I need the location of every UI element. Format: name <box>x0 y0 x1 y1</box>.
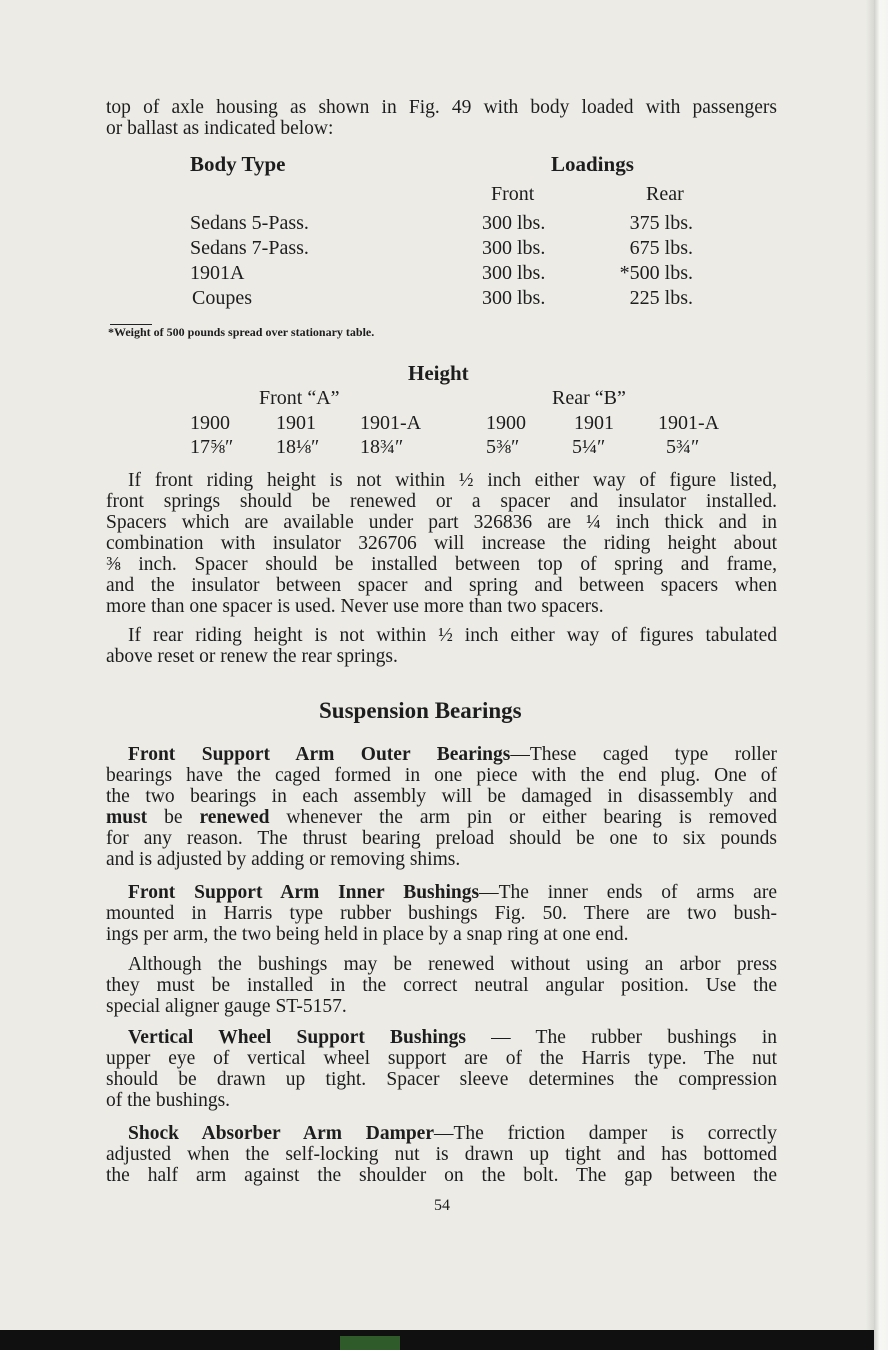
paragraph-line: should be drawn up tight. Spacer sleeve determines the compression <box>106 1069 777 1090</box>
paragraph-line: and the insulator between spacer and spring and between spacers when <box>106 575 777 596</box>
table-row-body: 1901A <box>190 262 245 284</box>
paragraph-line: combination with insulator 326706 will increase the riding height about <box>106 533 777 554</box>
paragraph-line: they must be installed in the correct neutral angular position. Use the <box>106 975 777 996</box>
paragraph-line: ⅜ inch. Spacer should be installed between top of spring and frame, <box>106 554 777 575</box>
front-outer-bearings-paragraph <box>106 744 777 870</box>
paragraph-line: bearings have the caged formed in one piece with the end plug. One of <box>106 765 777 786</box>
height-value: 5¾″ <box>666 436 700 458</box>
rear-b-header: Rear “B” <box>552 387 626 409</box>
book-spine-shadow <box>866 0 874 1350</box>
paragraph-line: mounted in Harris type rubber bushings Fig. 50. There are two bush- <box>106 903 777 924</box>
paragraph-line: — The rubber bushings in <box>465 1027 777 1048</box>
table-row-body: Sedans 7-Pass. <box>190 237 309 259</box>
paragraph-heading: Vertical Wheel Support Bushings <box>128 1027 466 1048</box>
front-inner-bushings-paragraph <box>106 882 777 945</box>
height-value: 18¾″ <box>360 436 404 458</box>
table-row-front: 300 lbs. <box>482 287 546 309</box>
paragraph-line: and is adjusted by adding or removing shims. <box>106 849 461 870</box>
front-riding-height-paragraph <box>106 470 777 617</box>
height-value: 18⅛″ <box>276 436 320 458</box>
shock-absorber-paragraph <box>106 1123 777 1186</box>
arbor-press-paragraph <box>106 954 777 1017</box>
table-row-rear: 225 lbs. <box>629 287 693 309</box>
table-row-front: 300 lbs. <box>482 212 546 234</box>
height-model: 1900 <box>486 412 526 434</box>
section-title: Suspension Bearings <box>319 698 522 723</box>
front-a-header: Front “A” <box>259 387 340 409</box>
paragraph-line: Although the bushings may be renewed without using an arbor press <box>128 954 777 975</box>
paragraph-word: be <box>147 807 200 828</box>
paragraph-heading: Shock Absorber Arm Damper <box>128 1123 434 1144</box>
paragraph-heading: Front Support Arm Inner Bushings <box>128 882 480 903</box>
footnote: *Weight of 500 pounds spread over stationary table. <box>108 325 375 339</box>
paragraph-line: ings per arm, the two being held in place by a snap ring at one end. <box>106 924 629 945</box>
vertical-wheel-support-paragraph <box>106 1027 777 1111</box>
table-row-rear: 375 lbs. <box>629 212 693 234</box>
loadings-header: Loadings <box>551 152 634 176</box>
rear-riding-height-paragraph <box>106 625 777 667</box>
paragraph-line: If rear riding height is not within ½ inch either way of figures tabulated <box>128 625 777 646</box>
table-row-body: Coupes <box>192 287 252 309</box>
paragraph-line: Spacers which are available under part 326836 are ¼ inch thick and in <box>106 512 777 533</box>
height-model: 1901 <box>276 412 316 434</box>
height-value: 5⅜″ <box>486 436 520 458</box>
scan-color-mark <box>340 1336 400 1350</box>
table-row-body: Sedans 5-Pass. <box>190 212 309 234</box>
paragraph-line: adjusted when the self-locking nut is drawn up tight and has bottomed <box>106 1144 777 1165</box>
paragraph-line: the half arm against the shoulder on the bolt. The gap between the <box>106 1165 777 1186</box>
rear-column-header: Rear <box>646 183 684 205</box>
paragraph-line: for any reason. The thrust bearing preload should be one to six pounds <box>106 828 777 849</box>
paragraph-heading: Front Support Arm Outer Bearings <box>128 744 511 765</box>
paragraph-line: If front riding height is not within ½ inch either way of figure listed, <box>128 470 777 491</box>
height-model: 1901 <box>574 412 614 434</box>
paragraph-line: whenever the arm pin or either bearing is removed <box>269 807 777 828</box>
paragraph-line: —The inner ends of arms are <box>479 882 777 903</box>
paragraph-line: front springs should be renewed or a spacer and insulator installed. <box>106 491 777 512</box>
intro-line: or ballast as indicated below: <box>106 118 334 139</box>
intro-line: top of axle housing as shown in Fig. 49 with body loaded with passengers <box>106 97 777 118</box>
paragraph-line: of the bushings. <box>106 1090 231 1111</box>
table-row-front: 300 lbs. <box>482 262 546 284</box>
front-column-header: Front <box>491 183 535 205</box>
body-type-header: Body Type <box>190 152 286 176</box>
height-value: 17⅝″ <box>190 436 234 458</box>
paragraph-line: more than one spacer is used. Never use more than two spacers. <box>106 596 604 617</box>
table-row-rear: *500 lbs. <box>619 262 693 284</box>
height-model: 1901-A <box>360 412 422 434</box>
emphasis-renewed: renewed <box>199 807 270 828</box>
paragraph-line: special aligner gauge ST-5157. <box>106 996 347 1017</box>
height-model: 1900 <box>190 412 230 434</box>
paragraph-line: —The friction damper is correctly <box>434 1123 777 1144</box>
height-title: Height <box>408 361 469 385</box>
paragraph-line: —These caged type roller <box>510 744 777 765</box>
paragraph-line: the two bearings in each assembly will be damaged in disassembly and <box>106 786 777 807</box>
height-value: 5¼″ <box>572 436 606 458</box>
page-edge <box>874 0 888 1350</box>
emphasis-must: must <box>106 807 148 828</box>
height-model: 1901-A <box>658 412 720 434</box>
paragraph-line: upper eye of vertical wheel support are of the Harris type. The nut <box>106 1048 777 1069</box>
table-row-rear: 675 lbs. <box>629 237 693 259</box>
paragraph-line: above reset or renew the rear springs. <box>106 646 398 667</box>
page-number: 54 <box>434 1197 450 1214</box>
scan-bottom-edge <box>0 1330 874 1350</box>
table-row-front: 300 lbs. <box>482 237 546 259</box>
intro-paragraph <box>106 97 777 139</box>
